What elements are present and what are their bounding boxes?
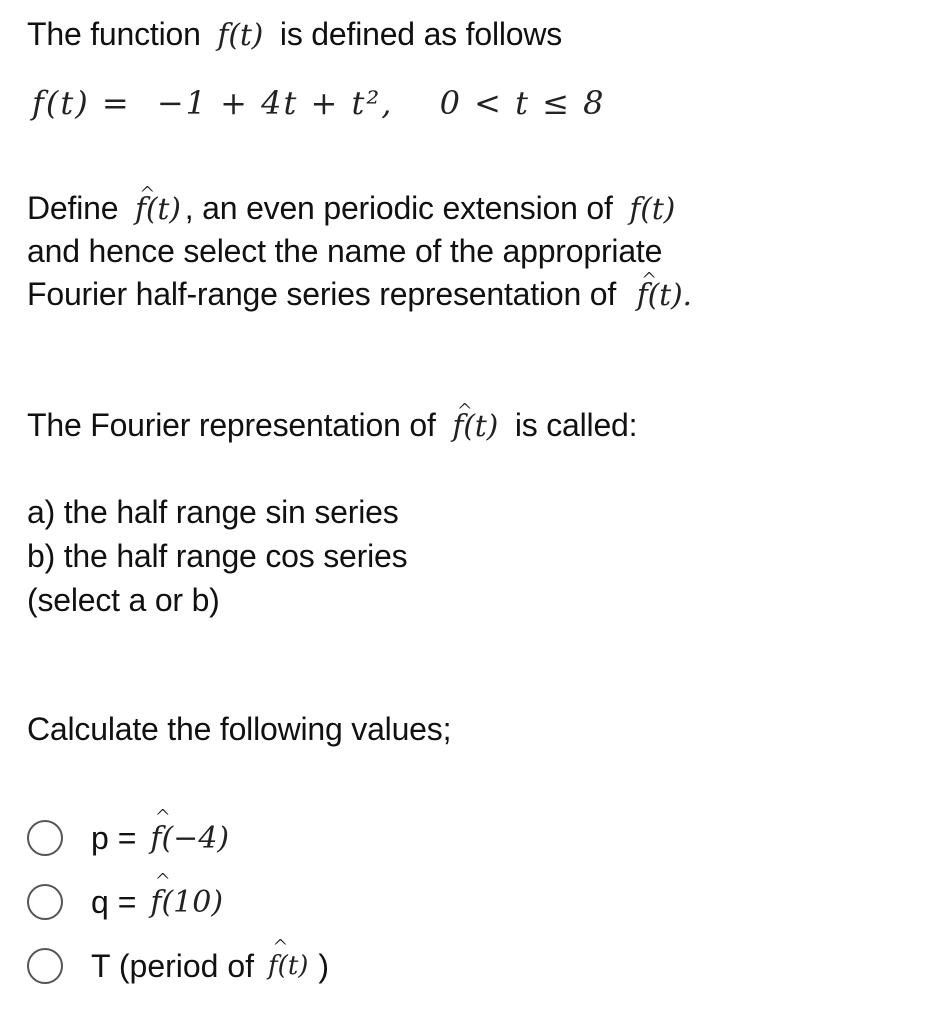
option-suffix: ) (318, 947, 330, 984)
formula-lhs: f(t) = (32, 84, 131, 122)
radio-circle-icon[interactable] (27, 820, 63, 856)
radio-option-q[interactable] (27, 880, 223, 924)
option-expression: ^ f(−4) (150, 821, 229, 856)
extension-symbol-2: ^ f(t). (637, 274, 692, 318)
choice-hint: (select a or b) (27, 582, 220, 618)
option-label: p = (91, 819, 137, 856)
calc-heading: Calculate the following values; (27, 711, 452, 747)
question-text-after: is called: (514, 407, 638, 443)
intro-text-before: The function (27, 16, 201, 52)
formula-domain: 0 < t ≤ 8 (439, 84, 606, 122)
function-symbol: f(t) (217, 18, 264, 53)
intro-text-after: is defined as follows (279, 16, 563, 52)
define-line-2: and hence select the name of the appropriate (27, 233, 663, 269)
define-text-mid: , an even periodic extension of (184, 190, 613, 226)
option-label: q = (91, 883, 137, 920)
define-line-1 (27, 186, 675, 232)
radio-circle-icon[interactable] (27, 948, 63, 984)
radio-circle-icon[interactable] (27, 884, 63, 920)
question-line (27, 403, 637, 449)
extension-symbol: ^ f(t) (135, 188, 181, 232)
question-text-before: The Fourier representation of (27, 407, 436, 443)
define-line-3-text: Fourier half-range series representation of (27, 276, 617, 312)
define-text-before: Define (27, 190, 119, 226)
define-line-3 (27, 272, 692, 318)
extension-symbol-3: ^ f(t) (452, 405, 498, 449)
formula-rhs: −1 + 4t + t², (156, 84, 394, 122)
function-symbol-2: f(t) (629, 192, 676, 227)
function-definition (32, 84, 605, 122)
option-label: T (period of (91, 947, 255, 984)
option-expression: ^ f(t) (268, 951, 308, 981)
intro-line (27, 12, 562, 58)
radio-option-p[interactable] (27, 816, 229, 860)
option-expression: ^ f(10) (150, 885, 223, 920)
choice-b: b) the half range cos series (27, 538, 408, 574)
choice-a: a) the half range sin series (27, 494, 399, 530)
radio-option-t[interactable] (27, 944, 329, 988)
